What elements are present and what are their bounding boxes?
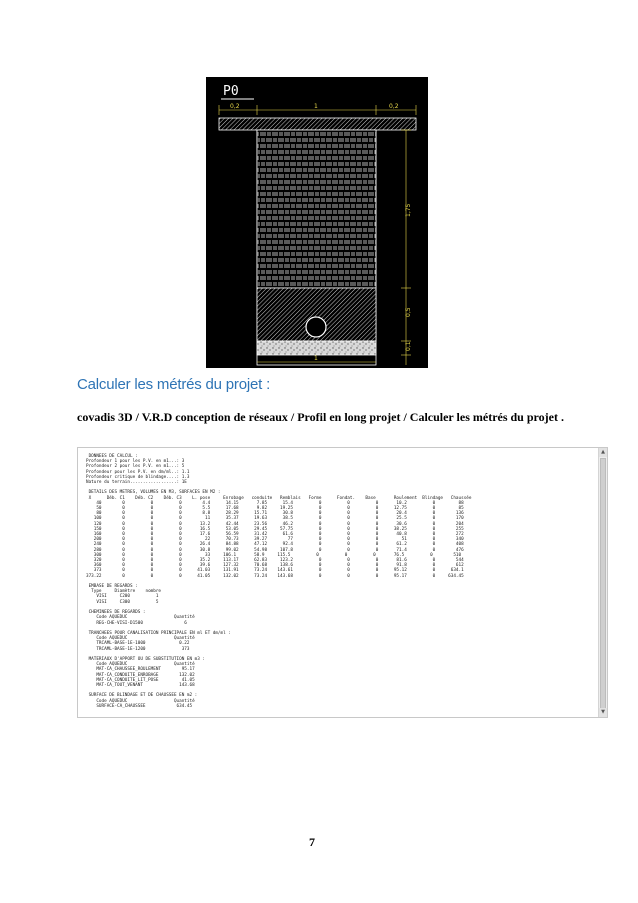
road-slab xyxy=(219,118,416,130)
section-title: Calculer les métrés du projet : xyxy=(77,376,271,393)
drawing-title: P0 xyxy=(223,84,239,99)
dim-right-low: 0,1 xyxy=(405,341,412,351)
trench-section-svg xyxy=(206,77,428,368)
dim-right-upper: 1,75 xyxy=(405,203,412,217)
scroll-up-icon[interactable]: ▲ xyxy=(599,448,607,457)
results-text: DONNEES DE CALCUL : Profondeur 1 pour les P.V. en m1...: 3 Profondeur 2 pour les P.V. en m1...: 5 Profondeur pour les P.V. en dm/ml..: 1.1 Profondeur critique de blindage....: 1.3 Nature du terrain..................: 1E DETAILS DES METRES, VOLUMES EN M3, SURFACES EN M2 : X Déb. C1 Déb. C2 Déb. C3 L. pose Enrobage conduite Remblais Forme Fondat. Base Roulement Blindage Chaussée 40 0 0 0 4.4 14.15 7.85 15.4 0 0 0 10.2 0 88 50 0 0 0 5.5 17.68 9.82 19.25 0 0 0 12.75 0 85 80 0 0 0 8.8 28.29 15.71 30.8 0 0 0 20.4 0 136 100 0 0 0 11 35.37 19.63 38.5 0 0 0 25.5 0 170 120 0 0 0 13.2 42.44 23.56 46.2 0 0 0 30.6 0 204 150 0 0 0 16.5 53.05 29.45 57.75 0 0 0 38.25 0 255 160 0 0 0 17.6 56.59 31.42 61.6 0 0 0 40.8 0 272 200 0 0 0 22 70.73 39.27 77 0 0 0 51 0 340 240 0 0 0 26.4 84.88 47.12 92.4 0 0 0 61.2 0 408 280 0 0 0 30.8 99.02 54.98 107.8 0 0 0 71.4 0 476 300 0 0 0 33 106.1 58.9 115.5 0 0 0 76.5 0 510 320 0 0 0 35.2 113.17 62.83 123.2 0 0 0 81.6 0 544 360 0 0 0 39.6 127.32 70.68 138.6 0 0 0 91.8 0 612 373 0 0 0 41.03 131.91 73.24 143.61 0 0 0 95.12 0 634.1 373.22 0 0 0 41.05 132.02 73.24 143.68 0 0 0 95.17 0 634.45 EMBASE DE REGARDS : Type Diamètre nombre VISI C200 1 VISI C300 5 CHEMINEES DE REGARDS : Code AQUEDUC Quantité REG-CHE-VISI-D1500 6 TRANCHEES POUR CANALISATION PRINCIPALE EN ml ET dm/ml : Code AQUEDUC Quantité TRCAML-BASE-1E-1000 0.22 TRCAML-BASE-1E-1200 373 MATERIAUX D'APPORT OU DE SUBSTITUTION EN m3 : Code AQUEDUC Quantité MAT-CA_CHAUSSEE_ROULEMENT 95.17 MAT-CA_CONDUITE_ENROBAGE 132.02 MAT-CA_CONDUITE_LIT_POSE 41.05 MAT-CA_TOUT_VENANT 143.68 SURFACE DE BLINDAGE ET DE CHAUSSEE EN m2 : Code AQUEDUC Quantité SURFACE-CA_CHAUSSEE 634.45 xyxy=(86,454,472,709)
scroll-thumb[interactable] xyxy=(600,458,606,710)
menu-path-text: covadis 3D / V.R.D conception de réseaux / Profil en long projet / Calculer les métrés du projet . xyxy=(77,410,564,424)
bedding-layer xyxy=(257,341,376,355)
vertical-scrollbar[interactable] xyxy=(598,448,607,717)
dim-bottom: 1 xyxy=(314,355,318,362)
backfill-zone xyxy=(257,130,376,288)
dim-top-left: 0,2 xyxy=(230,103,240,110)
dim-top-mid: 1 xyxy=(314,103,318,110)
scroll-down-icon[interactable]: ▼ xyxy=(599,708,607,717)
pipe-circle xyxy=(306,317,326,337)
page-number: 7 xyxy=(309,835,315,849)
dim-top-right: 0,2 xyxy=(389,103,399,110)
metres-results-window xyxy=(77,447,608,718)
cad-trench-drawing xyxy=(206,77,428,368)
dim-right-mid: 0,5 xyxy=(405,307,412,317)
